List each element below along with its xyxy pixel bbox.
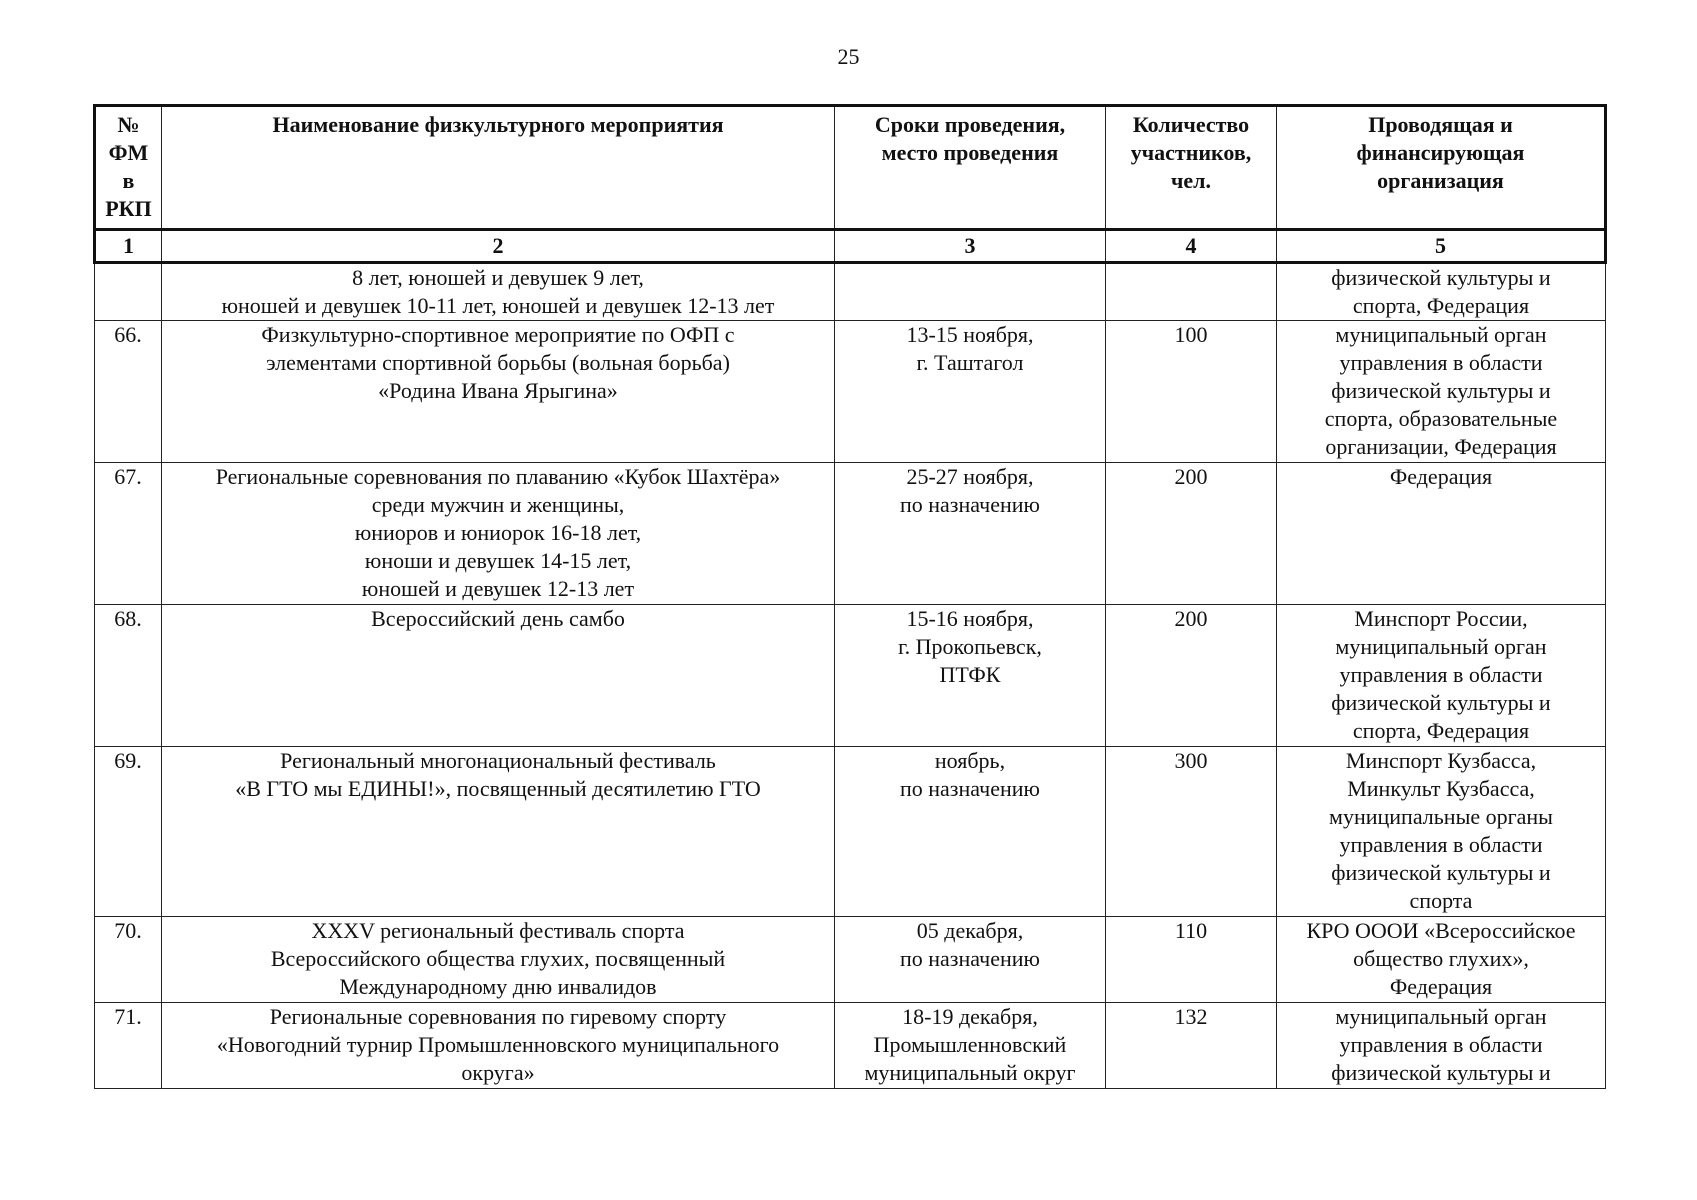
header-organization: Проводящая и финансирующая организация (1277, 106, 1606, 230)
cell-number: 67. (95, 463, 162, 605)
cell-dates-place: 13-15 ноября, г. Таштагол (835, 321, 1106, 463)
cell-dates-place: 25-27 ноября, по назначению (835, 463, 1106, 605)
cell-participants: 100 (1106, 321, 1277, 463)
table-column-number-row (95, 230, 1606, 263)
events-table (93, 104, 1607, 1089)
cell-number: 69. (95, 747, 162, 917)
column-number: 1 (95, 230, 162, 263)
table-row (95, 917, 1606, 1003)
cell-organization: муниципальный орган управления в области физической культуры и (1277, 1003, 1606, 1089)
cell-participants (1106, 263, 1277, 321)
table-row (95, 747, 1606, 917)
cell-number: 71. (95, 1003, 162, 1089)
cell-organization: Федерация (1277, 463, 1606, 605)
header-event-name: Наименование физкультурного мероприятия (162, 106, 835, 230)
cell-organization: муниципальный орган управления в области физической культуры и спорта, образовательные организации, Федерация (1277, 321, 1606, 463)
cell-dates-place: 05 декабря, по назначению (835, 917, 1106, 1003)
table-header-row (95, 106, 1606, 230)
cell-participants: 110 (1106, 917, 1277, 1003)
cell-participants: 200 (1106, 605, 1277, 747)
table-row (95, 263, 1606, 321)
page-number: 25 (837, 44, 860, 69)
cell-event-name: XXXV региональный фестиваль спорта Всероссийского общества глухих, посвященный Международному дню инвалидов (162, 917, 835, 1003)
column-number: 3 (835, 230, 1106, 263)
cell-event-name: Региональный многонациональный фестиваль «В ГТО мы ЕДИНЫ!», посвященный десятилетию ГТО (162, 747, 835, 917)
cell-number: 66. (95, 321, 162, 463)
header-participants: Количество участников, чел. (1106, 106, 1277, 230)
header-dates-place: Сроки проведения, место проведения (835, 106, 1106, 230)
column-number: 2 (162, 230, 835, 263)
column-number: 5 (1277, 230, 1606, 263)
cell-dates-place (835, 263, 1106, 321)
cell-dates-place: ноябрь, по назначению (835, 747, 1106, 917)
cell-participants: 200 (1106, 463, 1277, 605)
cell-organization: Минспорт Кузбасса, Минкульт Кузбасса, муниципальные органы управления в области физической культуры и спорта (1277, 747, 1606, 917)
table-row (95, 1003, 1606, 1089)
table-row (95, 463, 1606, 605)
cell-number (95, 263, 162, 321)
cell-event-name: Всероссийский день самбо (162, 605, 835, 747)
cell-number: 68. (95, 605, 162, 747)
cell-dates-place: 15-16 ноября, г. Прокопьевск, ПТФК (835, 605, 1106, 747)
column-number: 4 (1106, 230, 1277, 263)
cell-event-name: Физкультурно-спортивное мероприятие по ОФП с элементами спортивной борьбы (вольная борьба) «Родина Ивана Ярыгина» (162, 321, 835, 463)
cell-event-name: Региональные соревнования по гиревому спорту «Новогодний турнир Промышленновского муниципального округа» (162, 1003, 835, 1089)
cell-event-name: 8 лет, юношей и девушек 9 лет, юношей и девушек 10-11 лет, юношей и девушек 12-13 лет (162, 263, 835, 321)
cell-event-name: Региональные соревнования по плаванию «Кубок Шахтёра» среди мужчин и женщины, юниоров и юниорок 16-18 лет, юноши и девушек 14-15 лет, юношей и девушек 12-13 лет (162, 463, 835, 605)
cell-organization: физической культуры и спорта, Федерация (1277, 263, 1606, 321)
table-row (95, 321, 1606, 463)
cell-organization: Минспорт России, муниципальный орган управления в области физической культуры и спорта, Федерация (1277, 605, 1606, 747)
cell-participants: 300 (1106, 747, 1277, 917)
header-number: № ФМ в РКП (95, 106, 162, 230)
cell-dates-place: 18-19 декабря, Промышленновский муниципальный округ (835, 1003, 1106, 1089)
cell-participants: 132 (1106, 1003, 1277, 1089)
table-row (95, 605, 1606, 747)
cell-organization: КРО ОООИ «Всероссийское общество глухих», Федерация (1277, 917, 1606, 1003)
cell-number: 70. (95, 917, 162, 1003)
